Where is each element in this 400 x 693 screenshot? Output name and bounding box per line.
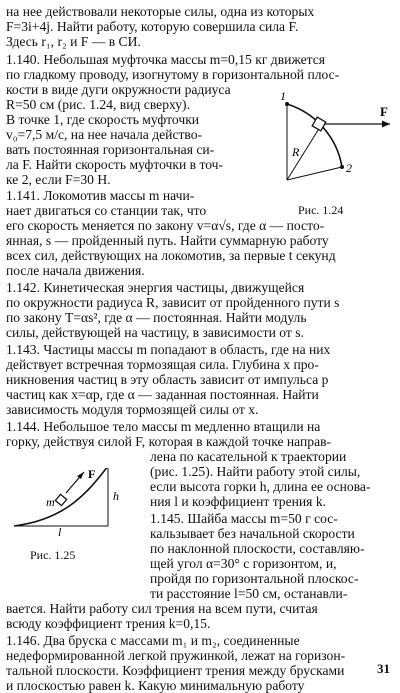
text-line: v₀=7,5 м/с, на нее начала действо-: [6, 127, 203, 142]
text-line: нает двигаться со станции так, что: [6, 203, 207, 218]
text-line: его скорость меняется по закону v=α√s, где α — посто-: [6, 218, 325, 233]
figure-1-25-caption: Рис. 1.25: [30, 548, 76, 562]
text-line: недеформированной легкой пружинкой, лежат на горизон-: [6, 648, 346, 663]
text-line: ла F. Найти скорость муфточки в точ-: [6, 157, 224, 172]
point-2: [340, 165, 344, 169]
text-line: действует встречная тормозящая сила. Глубина x про-: [6, 357, 319, 372]
text-line: щей угол α=30° с горизонтом, и,: [150, 556, 337, 571]
radius-horizontal: [287, 167, 342, 180]
text-line: 1.144. Небольшое тело массы m медленно втащили на: [6, 419, 321, 434]
text-line: всюду коэффициент трения k=0,15.: [6, 616, 211, 631]
text-line: если высота горки h, длина ее основа-: [150, 479, 371, 494]
text-line: вать постоянная горизонтальная си-: [6, 142, 215, 157]
text-line: 1.141. Локомотив массы m начи-: [6, 188, 195, 203]
text-line: F=3i+4j. Найти работу, которую совершила сила F.: [6, 19, 299, 34]
text-line: вается. Найти работу сил трения на всем пути, считая: [6, 601, 318, 616]
text-line: всех сил, действующих на локомотив, за первые t секунд: [6, 248, 336, 263]
text-line: по гладкому проводу, изогнутому в горизонтальной плос-: [6, 67, 340, 82]
label-F: F: [88, 468, 96, 481]
figure-1-24: [262, 92, 397, 202]
text-line: силы, действующей на частицу, в зависимости от s.: [6, 325, 304, 340]
text-line: янная, s — пройденный путь. Найти суммарную работу: [6, 233, 329, 248]
text-line: и плоскостью равен k. Какую минимальную работу: [6, 678, 305, 693]
label-h: h: [113, 489, 119, 503]
text-line: пройдя по горизонтальной плоскос-: [150, 571, 359, 586]
text-line: 1.146. Два бруска с массами m₁ и m₂, соединенные: [6, 633, 300, 648]
text-line: никновения частиц в эту область зависит от импульса p: [6, 372, 329, 387]
text-line: Здесь r₁, r₂ и F — в СИ.: [6, 34, 141, 49]
text-line: тальной плоскости. Коэффициент трения между брусками: [6, 663, 345, 678]
text-line: 1.140. Небольшая муфточка массы m=0,15 кг движется: [6, 52, 326, 67]
page-number: 31: [377, 661, 390, 676]
text-line: по наклонной плоскости, составляю-: [150, 541, 365, 556]
text-line: после начала движения.: [6, 263, 145, 278]
text-line: на нее действовали некоторые силы, одна из которых: [6, 4, 315, 19]
text-line: R=50 см (рис. 1.24, вид сверху).: [6, 97, 190, 112]
label-F: F: [380, 104, 388, 119]
body-block: [55, 494, 66, 505]
text-line: ке 2, если F=30 Н.: [6, 172, 111, 187]
text-line: кости в виде дуги окружности радиуса: [6, 82, 231, 97]
text-line: 1.143. Частицы массы m попадают в область, где на них: [6, 342, 331, 357]
text-line: горку, действуя силой F, которая в каждой точке направ-: [6, 434, 332, 449]
figure-1-24-caption: Рис. 1.24: [298, 203, 344, 217]
label-m: m: [46, 495, 55, 509]
text-line: зависимость модуля тормозящей силы от x.: [6, 402, 259, 417]
label-R: R: [292, 145, 300, 159]
figure-1-25: [6, 468, 151, 538]
text-line: В точке 1, где скорость муфточки: [6, 112, 200, 127]
label-point-2: 2: [346, 161, 352, 175]
text-line: ния l и коэффициент трения k.: [150, 494, 327, 509]
text-line: частиц как x=αp, где α — заданная постоянная. Найти: [6, 387, 319, 402]
text-line: (рис. 1.25). Найти работу этой силы,: [150, 464, 361, 479]
force-arrow-head: [382, 121, 390, 128]
text-line: по окружности радиуса R, зависит от пройденного пути s: [6, 295, 340, 310]
label-l: l: [58, 525, 62, 538]
text-line: кальзывает без начальной скорости: [150, 526, 355, 541]
text-line: ти расстояние l=50 см, останавли-: [150, 586, 348, 601]
text-line: 1.142. Кинетическая энергия частицы, движущейся: [6, 280, 305, 295]
text-line: лена по касательной к траектории: [150, 449, 347, 464]
label-point-1: 1: [280, 92, 286, 103]
force-arrow-head: [77, 472, 84, 479]
text-line: по закону T=αs², где α — постоянная. Найти модуль: [6, 310, 307, 325]
text-line: 1.145. Шайба массы m=50 г сос-: [150, 511, 338, 526]
